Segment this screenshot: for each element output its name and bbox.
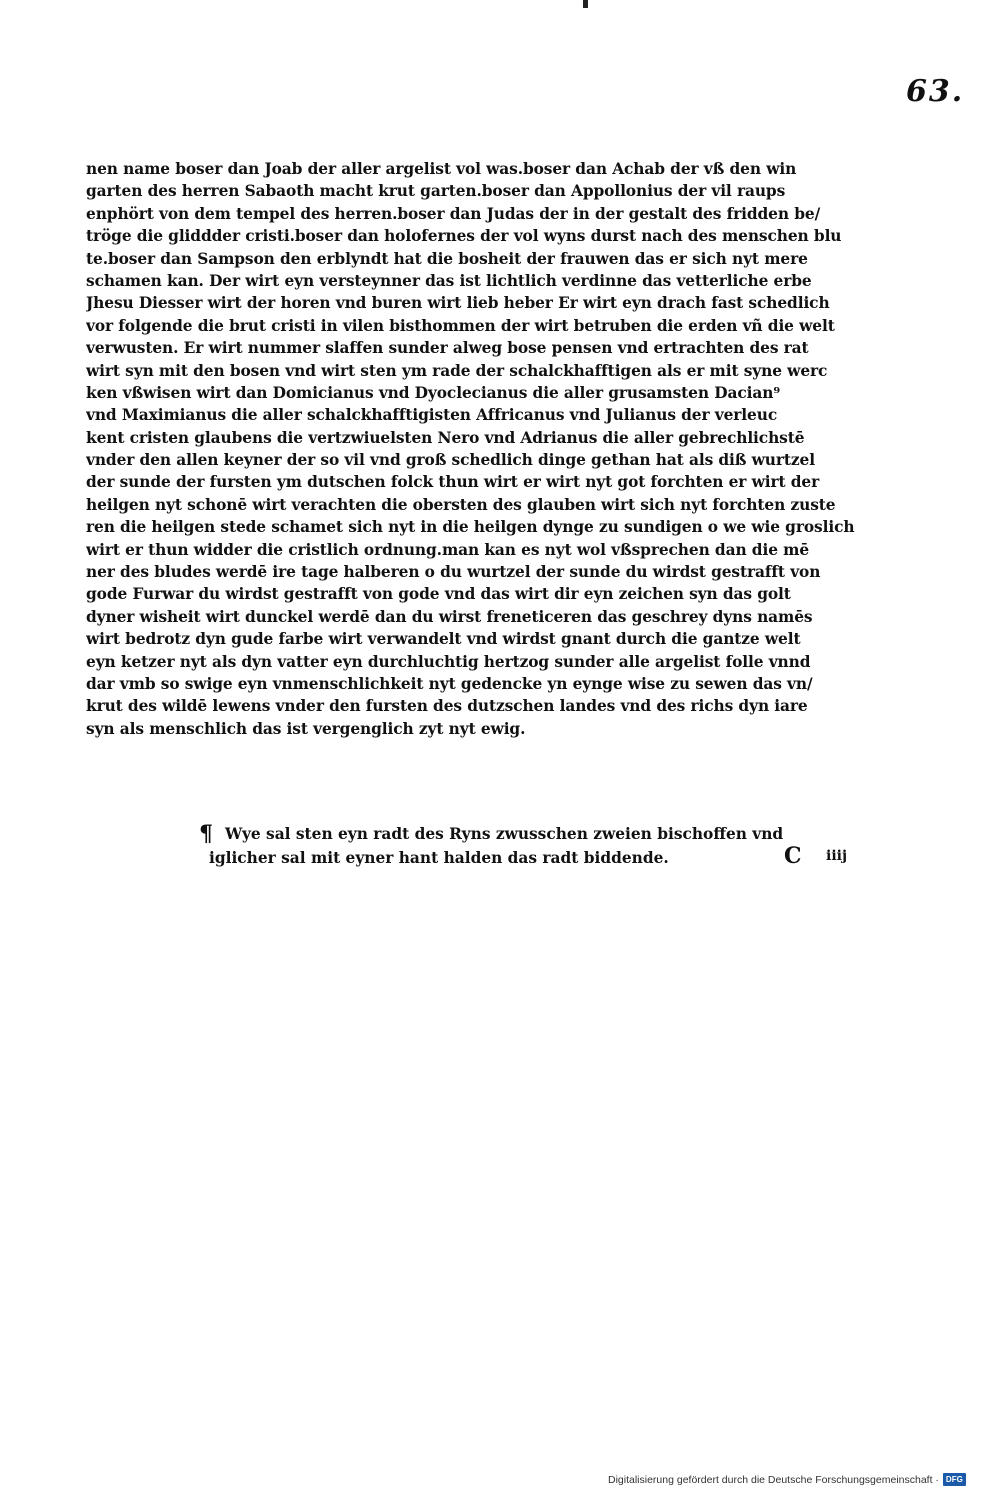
text-line: syn als menschlich das ist vergenglich zyt nyt ewig. [86,719,526,738]
top-edge-mark [583,0,588,8]
dfg-logo: DFG [943,1473,966,1486]
body-text [86,158,912,740]
heading-text-1: Wye sal sten eyn radt des Ryns zwusschen zweien bischoffen vnd [225,825,784,843]
text-line: verwusten. Er wirt nummer slaffen sunder alweg bose pensen vnd ertrachten des rat [86,339,809,358]
folio-number: 63. [906,74,965,109]
signature-mark: C [784,843,802,869]
text-line: Jhesu Diesser wirt der horen vnd buren wirt lieb heber Er wirt eyn drach fast schedlich [86,294,830,313]
text-line: der sunde der fursten ym dutschen folck thun wirt er wirt nyt got forchten er wirt der [86,473,820,492]
heading-text-2: iglicher sal mit eyner hant halden das radt biddende. [209,849,669,867]
text-line: nen name boser dan Joab der aller argelist vol was.boser dan Achab der vß den win [86,160,797,178]
pilcrow-icon: ¶ [199,821,213,847]
heading-line-1 [199,821,855,847]
text-line: schamen kan. Der wirt eyn versteynner das ist lichtlich verdinne das vetterliche erbe [86,271,812,290]
text-line: tröge die gliddder cristi.boser dan holofernes der vol wyns durst nach des menschen blu [86,227,842,246]
text-line: enphört von dem tempel des herren.boser dan Judas der in der gestalt des fridden be/ [86,204,821,223]
text-line: kent cristen glaubens die vertzwiuelsten Nero vnd Adrianus die aller gebrechlichstē [86,428,805,447]
text-line: wirt bedrotz dyn gude farbe wirt verwandelt vnd wirdst gnant durch die gantze welt [86,630,801,649]
text-line: vnd Maximianus die aller schalckhafftigisten Affricanus vnd Julianus der verleuc [86,406,778,425]
text-line: krut des wildē lewens vnder den fursten des dutzschen landes vnd des richs dyn iare [86,697,808,716]
text-line: wirt er thun widder die cristlich ordnung.man kan es nyt wol vßsprechen dan die mē [86,540,810,559]
footer-text: Digitalisierung gefördert durch die Deutsche Forschungsgemeinschaft · [608,1473,939,1486]
text-line: te.boser dan Sampson den erblyndt hat die bosheit der frauwen das er sich nyt mere [86,249,808,268]
text-line: eyn ketzer nyt als dyn vatter eyn durchluchtig hertzog sunder alle argelist folle vnnd [86,652,811,671]
heading-line-2 [205,846,855,870]
text-line: garten des herren Sabaoth macht krut garten.boser dan Appollonius der vil raups [86,182,786,201]
text-line: ner des bludes werdē ire tage halberen o du wurtzel der sunde du wirdst gestrafft von [86,563,821,582]
signature-number: iiij [826,848,848,864]
text-line: vor folgende die brut cristi in vilen bisthommen der wirt betruben die erden vñ die welt [86,316,835,335]
footer-credit [608,1473,966,1486]
text-line: ren die heilgen stede schamet sich nyt in die heilgen dynge zu sundigen o we wie groslich [86,518,855,537]
section-heading [199,821,855,870]
text-line: wirt syn mit den bosen vnd wirt sten ym rade der schalckhafftigen als er mit syne werc [86,361,828,380]
text-line: ken vßwisen wirt dan Domicianus vnd Dyoclecianus die aller grusamsten Dacian⁹ [86,383,780,402]
text-line: vnder den allen keyner der so vil vnd groß schedlich dinge gethan hat als diß wurtzel [86,451,815,470]
text-line: dar vmb so swige eyn vnmenschlichkeit nyt gedencke yn eynge wise zu sewen das vn/ [86,674,813,693]
text-line: gode Furwar du wirdst gestrafft von gode vnd das wirt dir eyn zeichen syn das golt [86,585,791,604]
text-line: heilgen nyt schonē wirt verachten die obersten des glauben wirt sich nyt forchten zuste [86,495,836,514]
text-line: dyner wisheit wirt dunckel werdē dan du wirst freneticeren das geschrey dyns namēs [86,607,813,626]
